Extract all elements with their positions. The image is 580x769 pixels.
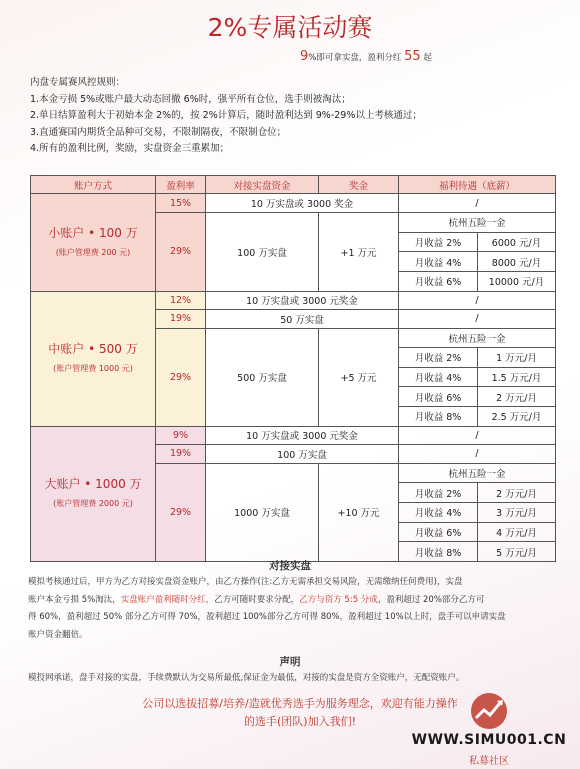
rule-item: 4.所有的盈利比例，奖励，实盘资金三重累加； xyxy=(30,143,230,154)
watermark xyxy=(398,692,580,769)
perk-value: 3 万元/月 xyxy=(478,502,556,522)
account-large xyxy=(31,426,156,561)
para-seg: 乙方可随时要求分配， xyxy=(214,594,300,605)
account-table xyxy=(30,175,556,562)
subtitle-num2: 55 xyxy=(404,49,421,64)
perk-value: 5 万元/月 xyxy=(478,542,556,562)
subtitle-text2: 起 xyxy=(423,53,432,63)
perk-label: 月收益 4% xyxy=(399,502,478,522)
perk-label: 月收益 8% xyxy=(399,407,478,427)
perk-cell: / xyxy=(399,194,556,212)
header-perk: 福利待遇（底薪） xyxy=(399,176,556,194)
subtitle-num1: 9 xyxy=(300,49,309,64)
perk-label: 月收益 2% xyxy=(399,483,478,503)
perk-title: 杭州五险一金 xyxy=(399,212,556,232)
rate-cell: 19% xyxy=(156,310,206,328)
para-highlight: 实盘账户盈利随时分红， xyxy=(120,594,215,605)
table-row xyxy=(31,291,556,309)
footer-line: 的选手(团队)加入我们! xyxy=(244,715,356,728)
fund-cell: 1000 万实盘 xyxy=(206,463,319,561)
subtitle xyxy=(300,49,580,64)
para-seg: 账户本金亏损 5%淘汰， xyxy=(28,594,121,605)
header-account: 账户方式 xyxy=(31,176,156,194)
rule-item: 1.本金亏损 5%或账户最大动态回撤 6%时，强平所有仓位，选手则被淘汰； xyxy=(30,93,351,105)
perk-value: 1 万元/月 xyxy=(478,348,556,368)
perk-cell: / xyxy=(399,426,556,444)
rules-heading: 内盘专属赛风控规则： xyxy=(30,77,126,88)
rate-cell: 9% xyxy=(156,426,206,444)
perk-value: 6000 元/月 xyxy=(478,232,556,252)
rate-cell: 12% xyxy=(156,291,206,309)
fund-cell: 500 万实盘 xyxy=(206,328,319,426)
table-row xyxy=(31,194,556,212)
para-line: 账户资金翻倍。 xyxy=(28,629,88,640)
rate-cell: 19% xyxy=(156,445,206,463)
perk-title: 杭州五险一金 xyxy=(399,463,556,483)
para-seg: ，盈利超过 20%部分乙方可 xyxy=(377,594,485,605)
account-small xyxy=(31,194,156,291)
perk-cell: / xyxy=(399,310,556,328)
perk-cell: / xyxy=(399,291,556,309)
watermark-sub: 私募社区 xyxy=(469,756,509,767)
perk-title: 杭州五险一金 xyxy=(399,328,556,348)
section-paragraph-live xyxy=(28,574,558,644)
logo-icon xyxy=(468,692,510,730)
account-fee: (账户管理费 1000 元) xyxy=(53,363,133,373)
perk-label: 月收益 4% xyxy=(399,367,478,387)
account-mid xyxy=(31,291,156,426)
section-paragraph-statement xyxy=(28,670,558,688)
fund-cell: 10 万实盘或 3000 元奖金 xyxy=(206,426,399,444)
rule-item: 3.直通赛国内期货全品种可交易，不限制隔夜，不限制仓位； xyxy=(30,126,287,138)
fund-cell: 50 万实盘 xyxy=(206,310,399,328)
perk-label: 月收益 6% xyxy=(399,387,478,407)
bonus-cell: +5 万元 xyxy=(319,328,399,426)
section-title-statement: 声明 xyxy=(279,656,301,668)
rate-cell: 15% xyxy=(156,194,206,212)
rate-cell: 29% xyxy=(156,328,206,426)
perk-value: 8000 元/月 xyxy=(478,252,556,272)
perk-label: 月收益 4% xyxy=(399,252,478,272)
rule-item: 2.单日结算盈利大于初始本金 2%的，按 2%计算后，随时盈利达到 9%-29%以上考核通过； xyxy=(30,110,422,121)
bonus-cell: +1 万元 xyxy=(319,212,399,291)
para-line xyxy=(28,592,558,610)
section-title-live: 对接实盘 xyxy=(269,560,311,572)
perk-value: 2 万元/月 xyxy=(478,483,556,503)
account-name: 小账户 • 100 万 xyxy=(48,225,138,240)
account-name: 中账户 • 500 万 xyxy=(48,341,138,356)
table-row xyxy=(31,426,556,444)
account-name: 大账户 • 1000 万 xyxy=(44,476,142,491)
rate-cell: 29% xyxy=(156,463,206,561)
perk-value: 4 万元/月 xyxy=(478,522,556,542)
para-line: 模拟考核通过后，甲方为乙方对接实盘资金账户，由乙方操作(注:乙方无需承担交易风险，无需缴纳任何费用)，实盘 xyxy=(28,577,463,587)
rate-cell: 29% xyxy=(156,212,206,291)
header-bonus: 奖金 xyxy=(319,176,399,194)
para-line: 得 60%，盈利超过 50% 部分乙方可得 70%，盈利超过 100%部分乙方可得 80%，盈利超过 10%以上时，盘手可以申请实盘 xyxy=(28,612,506,622)
perk-label: 月收益 6% xyxy=(399,271,478,291)
fund-cell: 100 万实盘 xyxy=(206,212,319,291)
subtitle-text1: 即可拿实盘，盈利分红 xyxy=(316,53,402,63)
rules-block xyxy=(30,75,570,158)
perk-value: 1.5 万元/月 xyxy=(478,367,556,387)
perk-cell: / xyxy=(399,445,556,463)
footer-line: 公司以选拔招募/培养/造就优秀选手为服务理念，欢迎有能力操作 xyxy=(142,697,458,710)
para-line: 模投网承诺，盘手对接的实盘，手续费默认为交易所最低,保证金为最低，对接的实盘是资方全资账户，无配资账户。 xyxy=(28,673,465,683)
perk-label: 月收益 6% xyxy=(399,522,478,542)
account-fee: (账户管理费 200 元) xyxy=(55,247,131,257)
perk-value: 2 万元/月 xyxy=(478,387,556,407)
watermark-url: WWW.SIMU001.CN xyxy=(411,732,567,748)
account-fee: (账户管理费 2000 元) xyxy=(53,498,133,508)
page-title: 2%专属活动赛 xyxy=(207,13,373,42)
perk-value: 10000 元/月 xyxy=(478,271,556,291)
fund-cell: 10 万实盘或 3000 奖金 xyxy=(206,194,399,212)
subtitle-pct: % xyxy=(308,53,317,63)
fund-cell: 100 万实盘 xyxy=(206,445,399,463)
perk-label: 月收益 8% xyxy=(399,542,478,562)
fund-cell: 10 万实盘或 3000 元奖金 xyxy=(206,291,399,309)
para-highlight: 乙方与资方 5:5 分成 xyxy=(299,594,378,605)
header-rate: 盈利率 xyxy=(156,176,206,194)
perk-value: 2.5 万元/月 xyxy=(478,407,556,427)
header-fund: 对接实盘资金 xyxy=(206,176,319,194)
bonus-cell: +10 万元 xyxy=(319,463,399,561)
table-header-row xyxy=(31,176,556,194)
perk-label: 月收益 2% xyxy=(399,232,478,252)
perk-label: 月收益 2% xyxy=(399,348,478,368)
